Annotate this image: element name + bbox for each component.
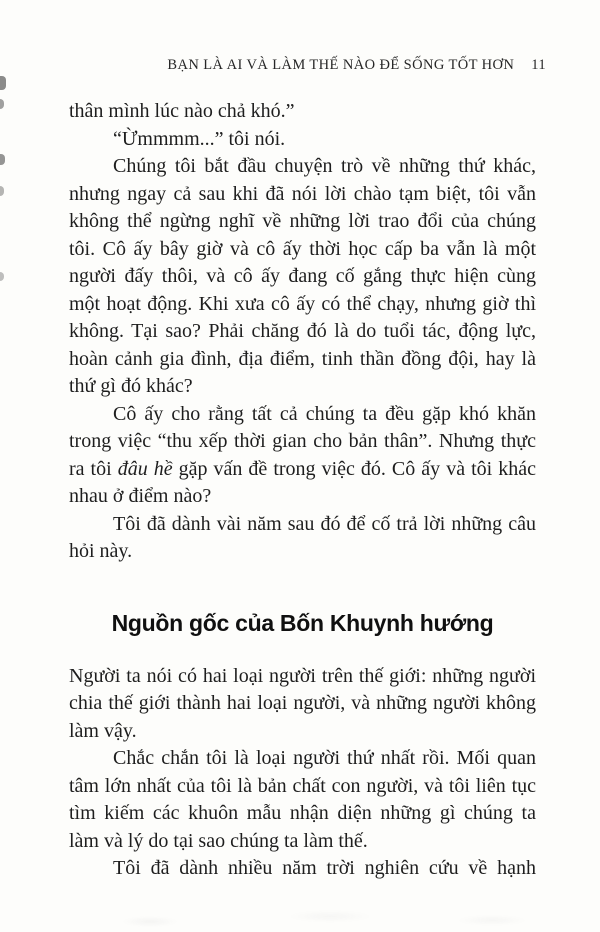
text-segment: tâm lớn nhất của tôi là bản chất con người, và tôi liên tục <box>69 774 536 797</box>
text-segment: người đấy thôi, và cô ấy đang cố gắng thực hiện cùng <box>69 265 536 287</box>
text-line <box>69 456 536 484</box>
text-segment: gặp vấn đề trong việc đó. Cô ấy và tôi khác <box>172 457 536 480</box>
text-segment: ra tôi <box>69 457 118 480</box>
text-line <box>69 483 536 511</box>
text-segment: hỏi này. <box>69 540 133 562</box>
page-number: 11 <box>531 57 546 73</box>
text-line <box>69 373 536 401</box>
text-segment: Chúng tôi bắt đầu chuyện trò về những thứ khác, <box>113 155 536 177</box>
text-line <box>69 153 536 181</box>
emphasized-text: đâu hề <box>117 457 173 480</box>
text-line <box>69 663 536 691</box>
text-segment: thân mình lúc nào chả khó.” <box>69 100 295 122</box>
text-segment: tìm kiếm các khuôn mẫu nhận diện những gì chúng ta <box>69 802 536 824</box>
text-line <box>69 126 536 154</box>
text-segment: nhau ở điểm nào? <box>69 485 212 507</box>
scan-artifact <box>0 99 4 109</box>
text-line <box>69 828 536 856</box>
text-line <box>69 181 536 209</box>
text-segment: một hoạt động. Khi xưa cô ấy có thể chạy, nhưng giờ thì <box>69 292 536 315</box>
text-line <box>69 855 536 883</box>
text-line <box>69 318 536 346</box>
text-line <box>69 538 536 566</box>
scan-noise <box>0 906 600 932</box>
text-segment: Tôi đã dành nhiều năm trời nghiên cứu về hạnh <box>113 857 536 879</box>
text-segment: Cô ấy cho rằng tất cả chúng ta đều gặp khó khăn <box>113 402 536 425</box>
text-segment: “Ừmmmm...” tôi nói. <box>113 127 286 150</box>
text-line <box>69 745 536 773</box>
text-segment: làm vậy. <box>69 719 137 742</box>
text-line <box>69 401 536 429</box>
text-segment: chia thế giới thành hai loại người, và những người không <box>69 692 536 714</box>
text-line <box>69 346 536 374</box>
text-line <box>69 718 536 746</box>
text-segment: Tôi đã dành vài năm sau đó để cố trả lời những câu <box>113 512 536 535</box>
text-segment: không thể ngừng nghĩ về những lời trao đổi của chúng <box>69 210 536 232</box>
text-line <box>69 236 536 264</box>
text-line <box>69 428 536 456</box>
text-line <box>69 208 536 236</box>
section-heading: Nguồn gốc của Bốn Khuynh hướng <box>111 609 494 636</box>
text-segment: hoàn cảnh gia đình, địa điểm, tinh thần đồng đội, hay là <box>69 347 536 370</box>
text-line <box>69 263 536 291</box>
text-line <box>69 291 536 319</box>
text-segment: làm và lý do tại sao chúng ta làm thế. <box>69 829 368 852</box>
text-line <box>69 773 536 801</box>
text-segment: thứ gì đó khác? <box>69 375 193 397</box>
text-segment: không. Tại sao? Phải chăng đó là do tuổi tác, động lực, <box>69 320 536 342</box>
text-line <box>69 800 536 828</box>
text-segment: Chắc chắn tôi là loại người thứ nhất rồi. Mối quan <box>113 747 536 769</box>
text-segment: nhưng ngay cả sau khi đã nói lời chào tạm biệt, tôi vẫn <box>69 182 536 205</box>
text-segment: tôi. Cô ấy bây giờ và cô ấy thời học cấp ba vẫn là một <box>69 237 536 260</box>
text-line <box>69 690 536 718</box>
scan-artifact <box>0 76 6 90</box>
running-title: BẠN LÀ AI VÀ LÀM THẾ NÀO ĐỂ SỐNG TỐT HƠN <box>167 57 515 73</box>
scan-artifact <box>0 186 4 196</box>
text-segment: Người ta nói có hai loại người trên thế giới: những người <box>69 664 536 687</box>
text-segment: trong việc “thu xếp thời gian cho bản thân”. Nhưng thực <box>69 430 536 452</box>
scan-artifact <box>0 154 5 165</box>
text-line <box>69 511 536 539</box>
text-line <box>69 98 536 126</box>
running-header <box>167 57 546 74</box>
text-body <box>69 98 536 883</box>
scan-artifact <box>0 272 4 281</box>
